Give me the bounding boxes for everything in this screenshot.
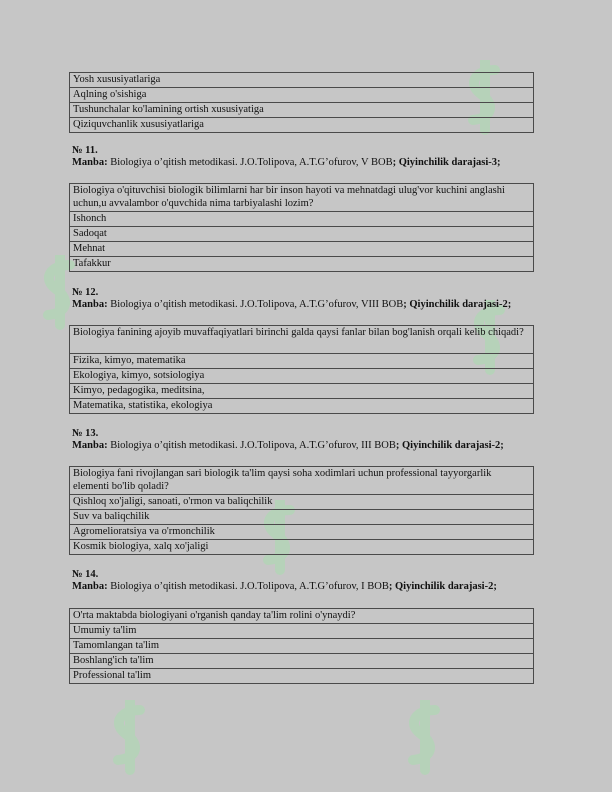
- option-cell: Umumiy ta'lim: [70, 624, 534, 639]
- question-header: [72, 428, 534, 452]
- question-stem: Biologiya fanining ajoyib muvaffaqiyatlari birinchi galda qaysi fanlar bilan bog'lanish orqali kelib chiqadi?: [70, 326, 534, 354]
- option-cell: Kosmik biologiya, xalq xo'jaligi: [70, 540, 534, 555]
- option-cell: Mehnat: [70, 242, 534, 257]
- question-table: [69, 608, 534, 684]
- question-table: [69, 183, 534, 272]
- options-table-prev: [69, 72, 534, 133]
- question-number: № 13.: [72, 428, 99, 439]
- option-cell: Ishonch: [70, 212, 534, 227]
- option-cell: Tamomlangan ta'lim: [70, 639, 534, 654]
- question-table: [69, 466, 534, 555]
- question-header: [72, 287, 534, 311]
- question-source: Manba: Biologiya o’qitish metodikasi. J.O.Tolipova, A.T.G’ofurov, I BOB; Qiyinchilik darajasi-2;: [72, 581, 497, 592]
- question-source: Manba: Biologiya o’qitish metodikasi. J.O.Tolipova, A.T.G’ofurov, VIII BOB; Qiyinchilik darajasi-2;: [72, 299, 512, 310]
- option-cell: Matematika, statistika, ekologiya: [70, 399, 534, 414]
- option-cell: Tafakkur: [70, 257, 534, 272]
- option-cell: Tushunchalar ko'lamining ortish xususiyatiga: [70, 103, 534, 118]
- question-table: [69, 325, 534, 414]
- question-stem: O'rta maktabda biologiyani o'rganish qanday ta'lim rolini o'ynaydi?: [70, 609, 534, 624]
- question-stem: Biologiya fani rivojlangan sari biologik ta'lim qaysi soha xodimlari uchun professional tayyorgarlik elementi bo'lib qoladi?: [70, 467, 534, 495]
- question-header: [72, 145, 534, 169]
- watermark-logo-icon: [100, 700, 160, 790]
- option-cell: Sadoqat: [70, 227, 534, 242]
- option-cell: Qiziquvchanlik xususiyatlariga: [70, 118, 534, 133]
- option-cell: Boshlang'ich ta'lim: [70, 654, 534, 669]
- question-stem: Biologiya o'qituvchisi biologik bilimlarni har bir inson hayoti va mehnatdagi ulug'vor kuchini anglashi uchun,u avvalambor o'quvchida nima tarbiyalashi lozim?: [70, 184, 534, 212]
- watermark-logo-icon: [395, 700, 455, 790]
- question-number: № 12.: [72, 287, 99, 298]
- option-cell: Agromelioratsiya va o'rmonchilik: [70, 525, 534, 540]
- option-cell: Qishloq xo'jaligi, sanoati, o'rmon va baliqchilik: [70, 495, 534, 510]
- option-cell: Kimyo, pedagogika, meditsina,: [70, 384, 534, 399]
- option-cell: Professional ta'lim: [70, 669, 534, 684]
- question-header: [72, 569, 534, 593]
- option-cell: Aqlning o'sishiga: [70, 88, 534, 103]
- option-cell: Suv va baliqchilik: [70, 510, 534, 525]
- option-cell: Fizika, kimyo, matematika: [70, 354, 534, 369]
- question-source: Manba: Biologiya o’qitish metodikasi. J.O.Tolipova, A.T.G’ofurov, III BOB; Qiyinchilik darajasi-2;: [72, 440, 504, 451]
- option-cell: Yosh xususiyatlariga: [70, 73, 534, 88]
- question-number: № 11.: [72, 145, 98, 156]
- question-number: № 14.: [72, 569, 99, 580]
- option-cell: Ekologiya, kimyo, sotsiologiya: [70, 369, 534, 384]
- question-source: Manba: Biologiya o’qitish metodikasi. J.O.Tolipova, A.T.G’ofurov, V BOB; Qiyinchilik darajasi-3;: [72, 157, 501, 168]
